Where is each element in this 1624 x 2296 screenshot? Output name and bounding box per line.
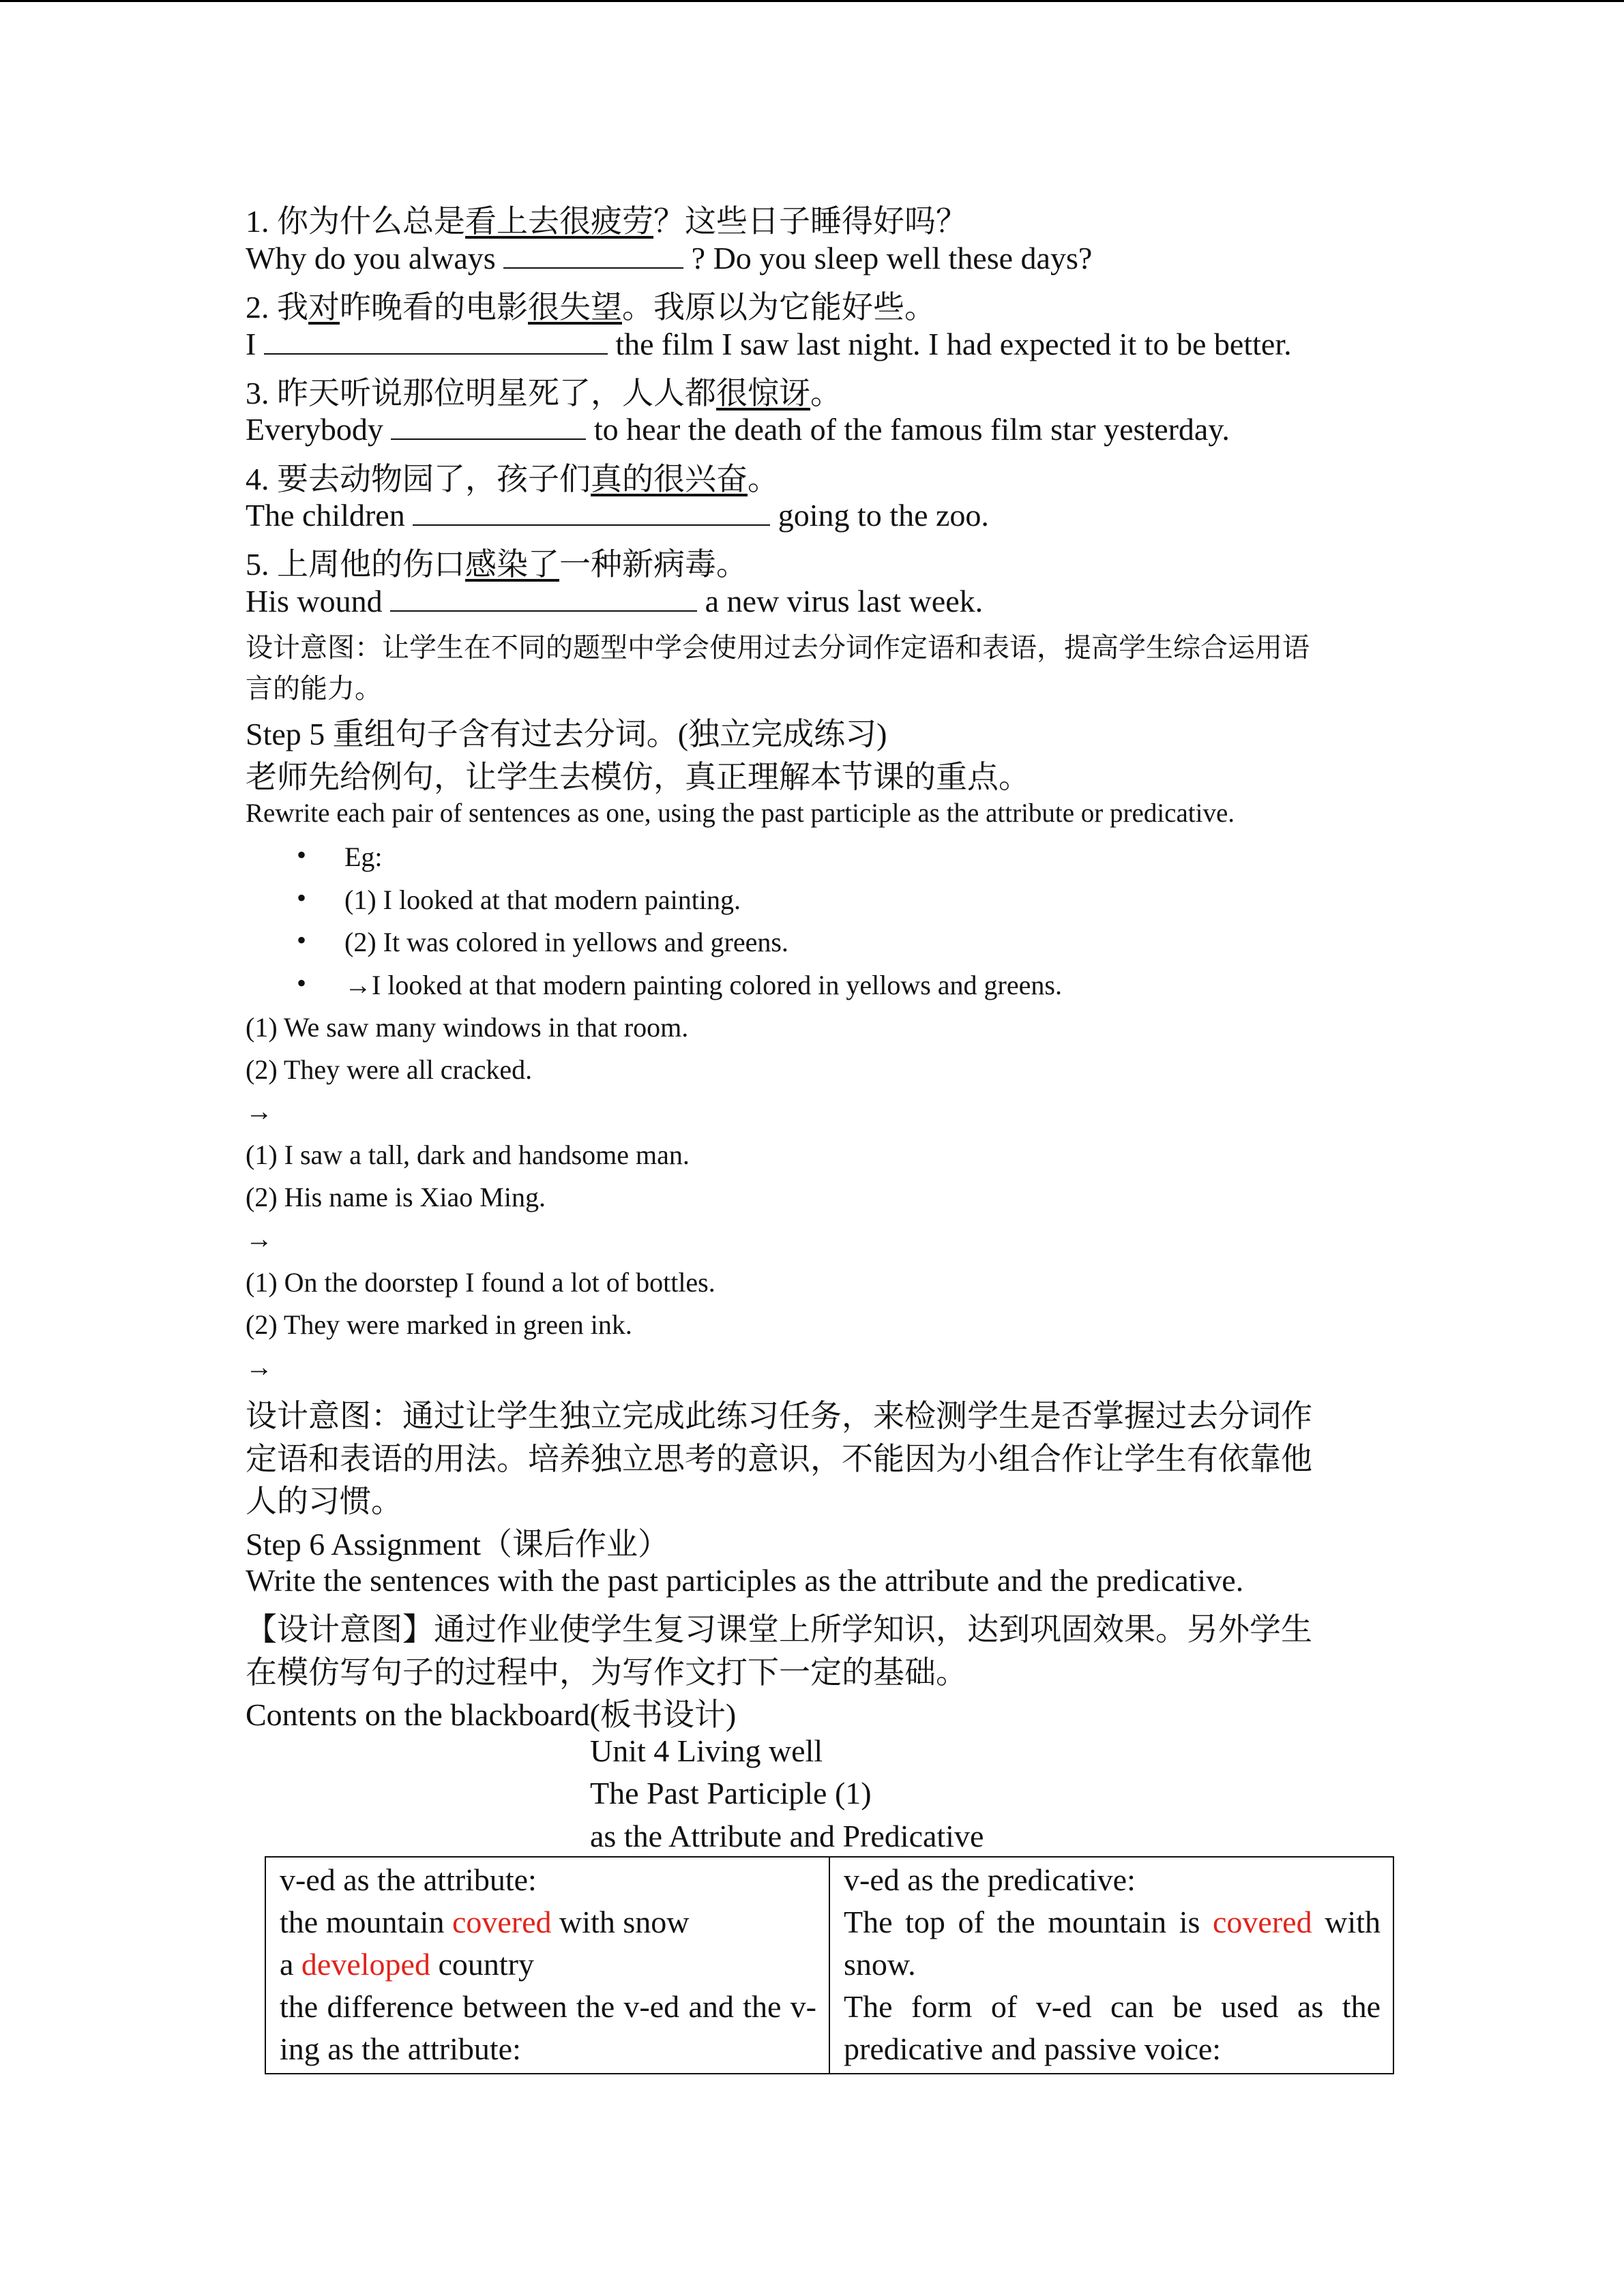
pair-1-sentence-2: (2) They were all cracked. bbox=[246, 1054, 533, 1085]
exercise-3-english: Everybody to hear the death of the famous film star yesterday. bbox=[246, 412, 1230, 447]
attribute-column bbox=[265, 1857, 829, 2074]
exercise-1-chinese: 1. 你为什么总是看上去很疲劳？这些日子睡得好吗？ bbox=[246, 204, 967, 239]
attribute-difference-note: the difference between the v-ed and the v-ing as the attribute: bbox=[280, 1989, 816, 2066]
step-5-intro: 老师先给例句，让学生去模仿，真正理解本节课的重点。 bbox=[246, 760, 1030, 794]
answer-blank-3[interactable] bbox=[391, 414, 586, 440]
blackboard-label: Contents on the blackboard(板书设计) bbox=[246, 1697, 737, 1732]
blackboard-title-sub: as the Attribute and Predicative bbox=[590, 1819, 984, 1853]
predicative-column bbox=[829, 1857, 1393, 2074]
exercise-5-chinese: 5. 上周他的伤口感染了一种新病毒。 bbox=[246, 547, 748, 582]
step-6-title: Step 6 Assignment（课后作业） bbox=[246, 1527, 670, 1562]
bullet-dot: • bbox=[297, 839, 307, 870]
answer-blank-5[interactable] bbox=[390, 586, 697, 612]
blackboard-title-unit: Unit 4 Living well bbox=[590, 1733, 823, 1768]
answer-blank-2[interactable] bbox=[264, 329, 608, 355]
pair-1-arrow: → bbox=[246, 1096, 273, 1127]
step-5-instruction: Rewrite each pair of sentences as one, using the past participle as the attribute or predicative. bbox=[246, 799, 1235, 828]
answer-blank-4[interactable] bbox=[413, 500, 770, 526]
bullet-item: (1) I looked at that modern painting. bbox=[344, 884, 741, 915]
answer-blank-1[interactable] bbox=[503, 243, 683, 269]
pair-2-sentence-1: (1) I saw a tall, dark and handsome man. bbox=[246, 1139, 690, 1170]
bullet-dot: • bbox=[297, 882, 307, 913]
attribute-heading: v-ed as the attribute: bbox=[280, 1862, 537, 1897]
bullet-dot: • bbox=[297, 925, 307, 955]
exercise-4-chinese: 4. 要去动物园了，孩子们真的很兴奋。 bbox=[246, 462, 779, 496]
pair-1-sentence-1: (1) We saw many windows in that room. bbox=[246, 1012, 689, 1043]
step-5-title: Step 5 重组句子含有过去分词。(独立完成练习) bbox=[246, 717, 887, 751]
bullet-item: (2) It was colored in yellows and greens. bbox=[344, 927, 788, 957]
pair-2-arrow: → bbox=[246, 1223, 273, 1254]
design-intent-3-line-2: 在模仿写句子的过程中，为写作文打下一定的基础。 bbox=[246, 1655, 967, 1690]
step-6-text: Write the sentences with the past participles as the attribute and the predicative. bbox=[246, 1563, 1244, 1598]
exercise-2-english: I the film I saw last night. I had expected it to be better. bbox=[246, 327, 1292, 361]
blackboard-table bbox=[265, 1856, 1394, 2074]
bullet-item: Eg: bbox=[344, 841, 383, 872]
design-intent-1-line-1: 设计意图：让学生在不同的题型中学会使用过去分词作定语和表语，提高学生综合运用语 bbox=[246, 632, 1310, 663]
top-border bbox=[0, 0, 1624, 2]
predicative-note: The form of v-ed can be used as the predicative and passive voice: bbox=[844, 1989, 1381, 2066]
pair-3-arrow: → bbox=[246, 1352, 273, 1382]
predicative-example: The top of the mountain is covered with snow. bbox=[844, 1905, 1381, 1982]
design-intent-2-line-1: 设计意图：通过让学生独立完成此练习任务，来检测学生是否掌握过去分词作 bbox=[246, 1399, 1312, 1433]
pair-3-sentence-2: (2) They were marked in green ink. bbox=[246, 1309, 632, 1340]
exercise-5-english: His wound a new virus last week. bbox=[246, 584, 984, 618]
design-intent-2-line-3: 人的习惯。 bbox=[246, 1484, 402, 1519]
design-intent-2-line-2: 定语和表语的用法。培养独立思考的意识，不能因为小组合作让学生有依靠他 bbox=[246, 1442, 1312, 1476]
attribute-example-1: the mountain covered with snow bbox=[280, 1905, 690, 1939]
bullet-item: →I looked at that modern painting colored in yellows and greens. bbox=[344, 970, 1062, 1000]
design-intent-1-line-2: 言的能力。 bbox=[246, 673, 382, 704]
attribute-example-2: a developed country bbox=[280, 1947, 534, 1982]
design-intent-3-line-1: 【设计意图】通过作业使学生复习课堂上所学知识，达到巩固效果。另外学生 bbox=[246, 1612, 1312, 1647]
exercise-2-chinese: 2. 我对昨晚看的电影很失望。我原以为它能好些。 bbox=[246, 290, 936, 325]
pair-3-sentence-1: (1) On the doorstep I found a lot of bottles. bbox=[246, 1267, 715, 1298]
predicative-heading: v-ed as the predicative: bbox=[844, 1862, 1136, 1897]
exercise-3-chinese: 3. 昨天听说那位明星死了，人人都很惊讶。 bbox=[246, 376, 842, 411]
blackboard-title-topic: The Past Participle (1) bbox=[590, 1776, 872, 1810]
exercise-1-english: Why do you always ? Do you sleep well these days? bbox=[246, 241, 1093, 275]
exercise-4-english: The children going to the zoo. bbox=[246, 498, 989, 533]
bullet-dot: • bbox=[297, 968, 307, 998]
pair-2-sentence-2: (2) His name is Xiao Ming. bbox=[246, 1182, 546, 1212]
